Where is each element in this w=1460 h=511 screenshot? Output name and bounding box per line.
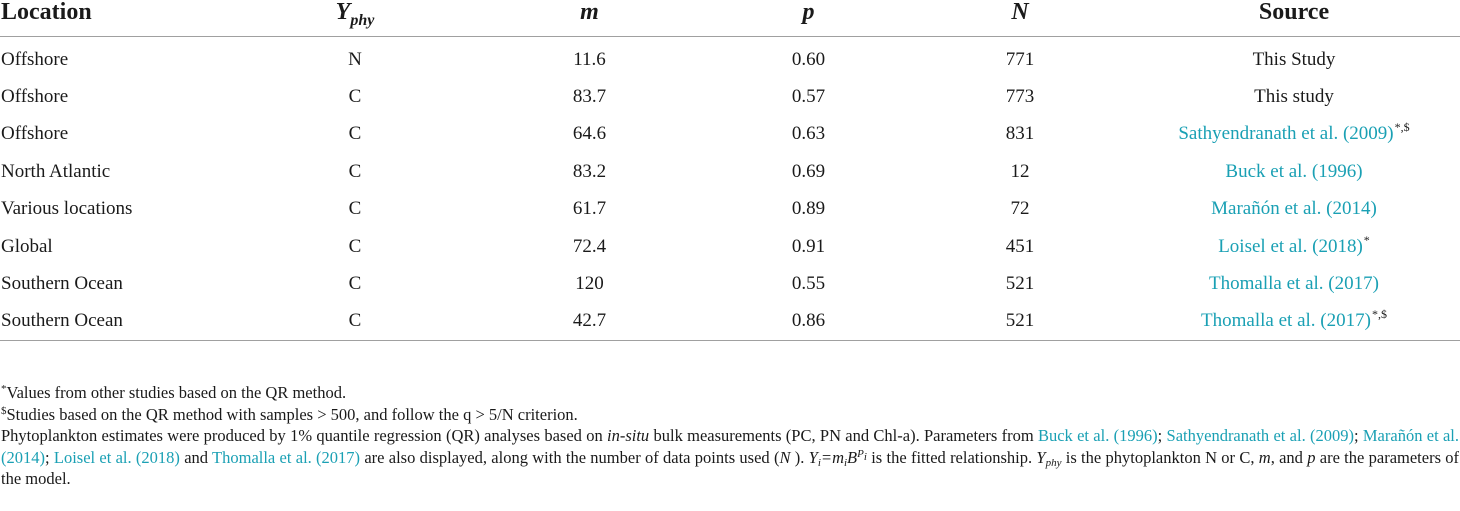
cell-yphy: C bbox=[348, 198, 362, 220]
formula-exponent bbox=[857, 447, 867, 463]
cell-yphy: C bbox=[348, 123, 362, 145]
formula-m: m bbox=[832, 447, 844, 467]
cell-location: Various locations bbox=[1, 198, 133, 220]
source-footnote-mark: *,$ bbox=[1371, 307, 1387, 322]
cell-m: 11.6 bbox=[573, 48, 606, 70]
cell-source bbox=[1127, 265, 1460, 302]
footnote-2-mark: $ bbox=[1, 404, 7, 417]
source-link[interactable]: Buck et al. (1996) bbox=[1225, 160, 1363, 182]
caption-yphy-main: Y bbox=[1036, 447, 1046, 467]
cell-p: 0.60 bbox=[791, 48, 826, 70]
cell-yphy: C bbox=[348, 160, 362, 182]
caption-text-6: is the phytoplankton N or C, bbox=[1061, 447, 1259, 467]
table-row bbox=[0, 265, 1460, 302]
formula-sub-i2: i bbox=[843, 456, 848, 469]
source-link[interactable]: Loisel et al. (2018) bbox=[1218, 235, 1363, 257]
cell-n: 451 bbox=[1005, 235, 1035, 257]
source-link[interactable]: Thomalla et al. (2017) bbox=[1201, 310, 1371, 332]
table-footnotes bbox=[1, 382, 1459, 490]
caption-text-3: are also displayed, along with the number of data points used ( bbox=[360, 447, 780, 467]
caption-formula bbox=[809, 448, 867, 467]
formula-b: B bbox=[847, 447, 858, 467]
cell-location: Global bbox=[1, 235, 53, 257]
footnote-1 bbox=[1, 382, 1459, 404]
caption-sep-3: ; bbox=[45, 447, 54, 467]
table-row bbox=[0, 228, 1460, 265]
caption-sep-2: ; bbox=[1354, 426, 1363, 445]
footnote-1-text: Values from other studies based on the QR method. bbox=[6, 383, 347, 402]
table-row bbox=[0, 191, 1460, 228]
cell-yphy: C bbox=[348, 86, 362, 108]
cell-source: This Study bbox=[1252, 48, 1336, 70]
cell-source bbox=[1127, 228, 1460, 265]
caption-and: and bbox=[179, 447, 213, 467]
cell-location: Southern Ocean bbox=[1, 273, 123, 295]
cell-source: This study bbox=[1254, 86, 1334, 108]
cell-location: Offshore bbox=[1, 86, 69, 108]
table-row bbox=[0, 116, 1460, 153]
cell-n: 521 bbox=[1005, 273, 1035, 295]
cell-m: 120 bbox=[575, 273, 604, 295]
cell-yphy: C bbox=[348, 235, 362, 257]
table-body bbox=[0, 37, 1460, 341]
cell-p: 0.55 bbox=[791, 273, 826, 295]
source-footnote-mark: * bbox=[1363, 232, 1370, 247]
caption-sep-1: ; bbox=[1157, 426, 1163, 445]
caption-text-8: are the parameters of the model. bbox=[1, 447, 1460, 488]
formula-equals: = bbox=[820, 447, 833, 467]
source-link[interactable]: Sathyendranath et al. (2009) bbox=[1178, 123, 1394, 145]
header-yphy bbox=[235, 0, 475, 37]
table-row bbox=[0, 37, 1460, 79]
cell-source bbox=[1127, 116, 1460, 153]
cell-yphy: C bbox=[348, 310, 362, 332]
cell-yphy: N bbox=[348, 48, 362, 70]
header-location: Location bbox=[1, 0, 92, 25]
header-yphy-main: Y bbox=[335, 0, 351, 25]
caption-text-1: Phytoplankton estimates were produced by 1% quantile regression (QR) analyses based on bbox=[1, 426, 608, 445]
cell-n: 771 bbox=[1005, 48, 1035, 70]
formula-p: P bbox=[857, 447, 864, 460]
formula-sub-i1: i bbox=[817, 456, 821, 469]
footnote-2-text: Studies based on the QR method with samples > 500, and follow the q > 5/N criterion. bbox=[6, 404, 578, 424]
cell-location: North Atlantic bbox=[1, 160, 111, 182]
caption-ref-loisel[interactable]: Loisel et al. (2018) bbox=[53, 447, 180, 467]
source-footnote-mark: *,$ bbox=[1394, 120, 1410, 135]
footnote-1-mark: * bbox=[1, 383, 7, 395]
table-row bbox=[0, 153, 1460, 190]
cell-p: 0.57 bbox=[791, 86, 826, 108]
caption-text-5: is the fitted relationship. bbox=[866, 447, 1037, 467]
header-n: N bbox=[1011, 0, 1029, 25]
cell-p: 0.91 bbox=[791, 235, 826, 257]
formula-sub-i3: i bbox=[863, 450, 867, 463]
cell-p: 0.69 bbox=[791, 160, 826, 182]
cell-source bbox=[1127, 303, 1460, 341]
cell-location: Offshore bbox=[1, 48, 69, 70]
cell-n: 12 bbox=[1010, 160, 1030, 182]
header-yphy-sub: phy bbox=[350, 12, 375, 29]
cell-yphy: C bbox=[348, 273, 362, 295]
header-m: m bbox=[580, 0, 599, 25]
caption-m-symbol: m bbox=[1258, 447, 1271, 467]
caption-p-symbol: p bbox=[1307, 447, 1316, 467]
caption-yphy-sub: phy bbox=[1045, 456, 1062, 469]
cell-m: 83.2 bbox=[572, 160, 607, 182]
cell-n: 831 bbox=[1005, 123, 1035, 145]
footnote-2 bbox=[1, 404, 1459, 426]
caption-insitu: in-situ bbox=[607, 426, 650, 445]
caption-text-2: bulk measurements (PC, PN and Chl-a). Parameters from bbox=[649, 426, 1038, 445]
cell-m: 64.6 bbox=[572, 123, 607, 145]
source-link[interactable]: Thomalla et al. (2017) bbox=[1209, 273, 1379, 295]
cell-n: 72 bbox=[1010, 198, 1030, 220]
header-row bbox=[0, 0, 1460, 37]
cell-location: Offshore bbox=[1, 123, 69, 145]
cell-location: Southern Ocean bbox=[1, 310, 123, 332]
caption-ref-sathyendranath[interactable]: Sathyendranath et al. (2009) bbox=[1166, 426, 1354, 445]
caption-ref-buck[interactable]: Buck et al. (1996) bbox=[1037, 426, 1158, 445]
cell-n: 521 bbox=[1005, 310, 1035, 332]
caption-n-symbol: N bbox=[779, 447, 791, 467]
source-link[interactable]: Marañón et al. (2014) bbox=[1211, 198, 1377, 220]
table-row bbox=[0, 303, 1460, 341]
caption-text-7: , and bbox=[1270, 447, 1308, 467]
table-row bbox=[0, 78, 1460, 115]
caption-ref-maranon[interactable]: Marañón et al. (2014) bbox=[1, 426, 1459, 467]
cell-p: 0.89 bbox=[791, 198, 826, 220]
cell-m: 83.7 bbox=[572, 86, 607, 108]
caption-text-4: ). bbox=[790, 447, 809, 467]
caption-ref-thomalla[interactable]: Thomalla et al. (2017) bbox=[212, 447, 361, 467]
cell-n: 773 bbox=[1005, 86, 1035, 108]
cell-source bbox=[1127, 191, 1460, 228]
header-p: p bbox=[802, 0, 815, 25]
cell-p: 0.86 bbox=[791, 310, 826, 332]
table-header bbox=[0, 0, 1460, 37]
cell-source bbox=[1127, 153, 1460, 190]
table-caption bbox=[1, 425, 1459, 490]
cell-m: 72.4 bbox=[572, 235, 607, 257]
cell-p: 0.63 bbox=[791, 123, 826, 145]
cell-m: 61.7 bbox=[572, 198, 607, 220]
cell-m: 42.7 bbox=[572, 310, 607, 332]
formula-y: Y bbox=[808, 447, 818, 467]
header-source: Source bbox=[1258, 0, 1330, 25]
